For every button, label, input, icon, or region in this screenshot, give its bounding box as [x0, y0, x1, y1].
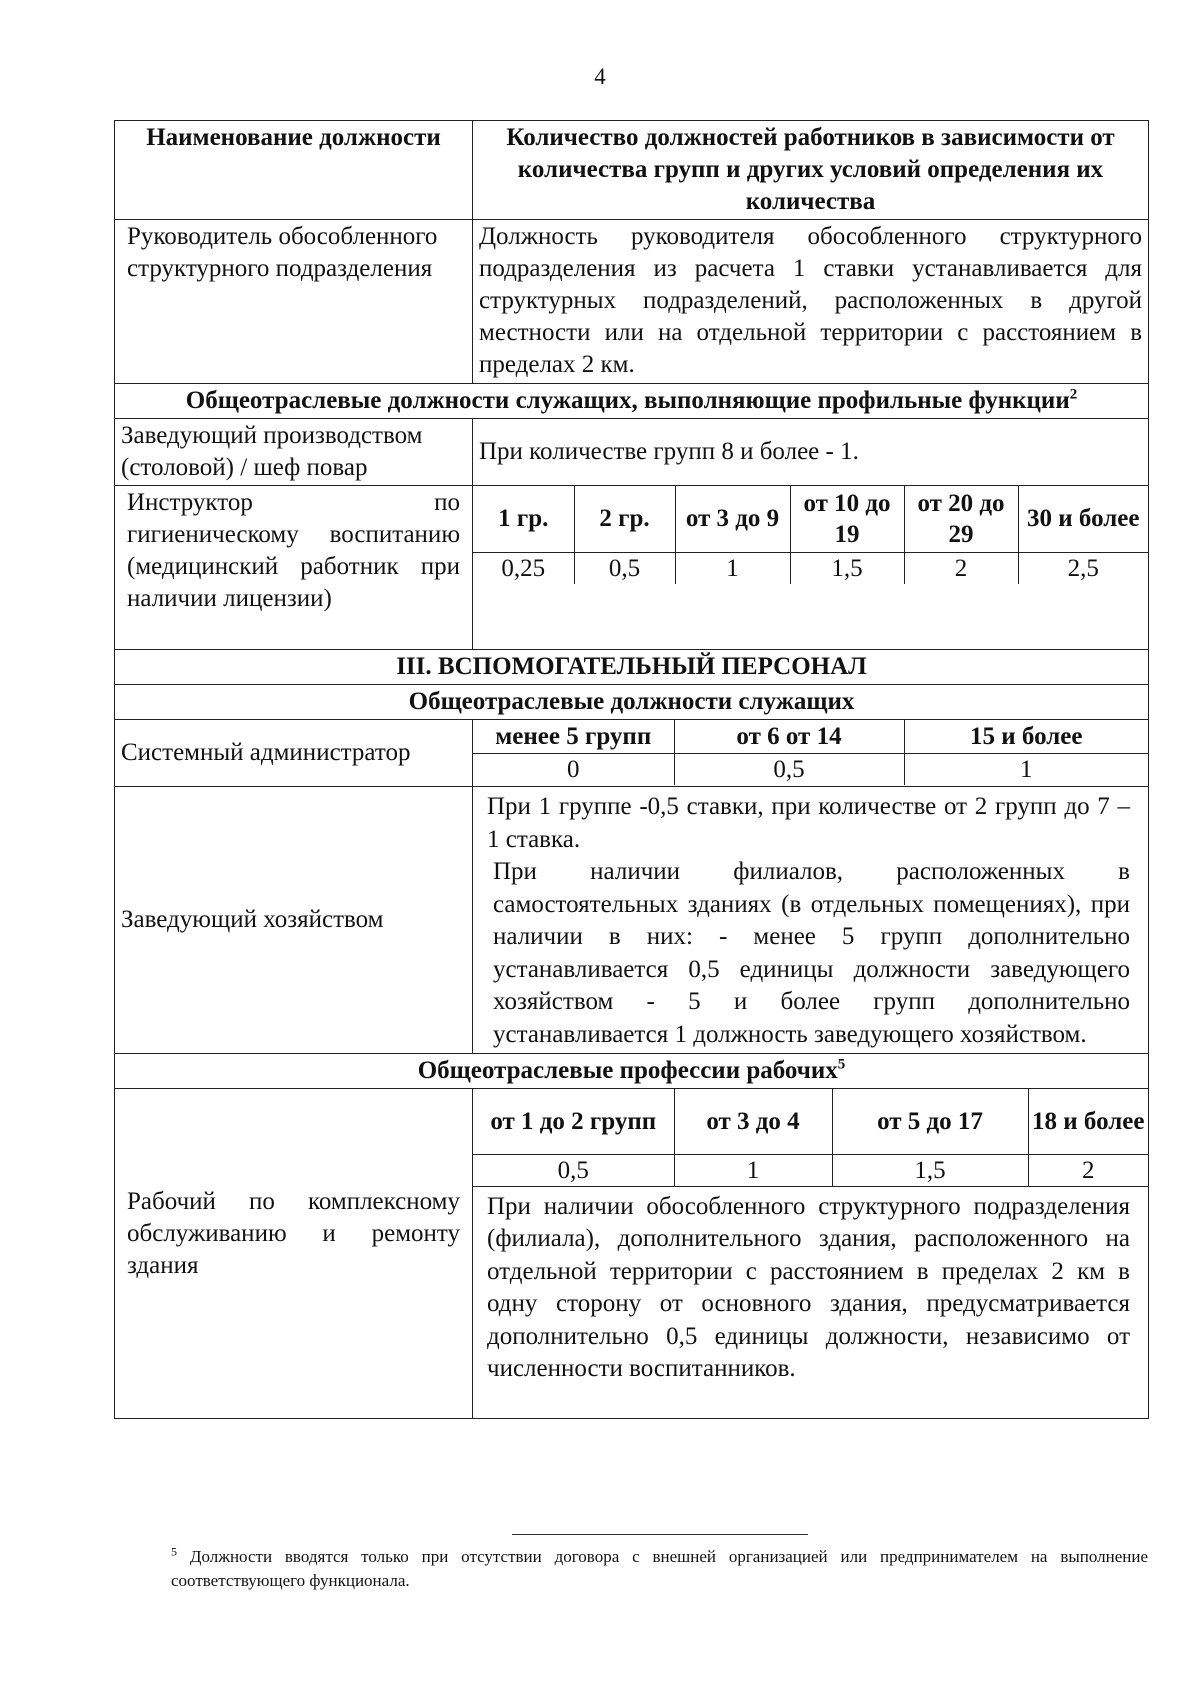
- group-matrix: [473, 486, 1148, 584]
- position-cell: Заведующий хозяйством: [115, 787, 473, 1054]
- matrix-value: 2: [1028, 1154, 1148, 1186]
- footnote-separator: [512, 1534, 808, 1535]
- quantity-cell: [473, 787, 1149, 1054]
- group-matrix-cell: [473, 486, 1149, 650]
- table-row: [115, 486, 1149, 650]
- matrix-header: 1 гр.: [473, 486, 574, 552]
- matrix-value: 0,5: [674, 753, 904, 785]
- matrix-header: 2 гр.: [574, 486, 675, 552]
- matrix-value-row: [473, 552, 1148, 584]
- matrix-header: менее 5 групп: [473, 720, 674, 753]
- matrix-header: от 10 до 19: [790, 486, 904, 552]
- table-row: [115, 220, 1149, 384]
- paragraph: При 1 группе -0,5 ставки, при количестве от 2 групп до 7 – 1 ставка.: [487, 793, 1130, 853]
- position-cell: Заведующий производством (столовой) / шеф повар: [115, 419, 473, 486]
- matrix-value: 1: [674, 1154, 832, 1186]
- table-row: [115, 419, 1149, 486]
- matrix-value: 0: [473, 753, 674, 785]
- matrix-header-row: [473, 720, 1148, 753]
- header-quantity: Количество должностей работников в зависимости от количества групп и других условий определения их количества: [473, 121, 1149, 220]
- footnote-ref: 5: [837, 1056, 846, 1073]
- matrix-value-row: [473, 753, 1148, 785]
- matrix-header: от 20 до 29: [904, 486, 1018, 552]
- matrix-value: 0,25: [473, 552, 574, 584]
- matrix-header: от 1 до 2 групп: [473, 1089, 674, 1154]
- footnote-number: 5: [171, 1544, 177, 1559]
- matrix-header: от 3 до 4: [674, 1089, 832, 1154]
- matrix-header-row: [473, 486, 1148, 552]
- matrix-header: от 3 до 9: [675, 486, 790, 552]
- matrix-value: 2: [904, 552, 1018, 584]
- matrix-header: 18 и более: [1028, 1089, 1148, 1154]
- section-title-general: Общеотраслевые должности служащих: [115, 685, 1149, 720]
- staffing-table: [114, 120, 1149, 1419]
- matrix-value: 1,5: [790, 552, 904, 584]
- table-header-row: [115, 121, 1149, 220]
- quantity-cell: Должность руководителя обособленного структурного подразделения из расчета 1 ставки устанавливается для структурных подразделений, расположенных в другой местности или на отдельной территории с расстоянием в пределах 2 км.: [473, 220, 1149, 384]
- section-row: [115, 384, 1149, 419]
- quantity-note: При наличии обособленного структурного подразделения (филиала), дополнительного здания, расположенного на отдельной территории с расстоянием в пределах 2 км в одну сторону от основного здания, предусматривается дополнительно 0,5 единицы должности, независимо от численности воспитанников.: [473, 1186, 1148, 1388]
- group-matrix-cell: [473, 720, 1149, 787]
- section-title-profile: Общеотраслевые должности служащих, выполняющие профильные функции$^2$: [115, 384, 1149, 419]
- position-cell: Системный администратор: [115, 720, 473, 787]
- footnote: [171, 1545, 1148, 1593]
- group-matrix: [473, 720, 1148, 785]
- matrix-value: 1: [675, 552, 790, 584]
- matrix-value: 2,5: [1018, 552, 1148, 584]
- section-title-workers: Общеотраслевые профессии рабочих$^5$: [115, 1054, 1149, 1089]
- matrix-header: от 6 от 14: [674, 720, 904, 753]
- matrix-note-row: [473, 1186, 1148, 1388]
- section-row: [115, 685, 1149, 720]
- table-row: [115, 787, 1149, 1054]
- paragraph: При наличии филиалов, расположенных в самостоятельных зданиях (в отдельных помещениях), при наличии в них: - менее 5 групп дополнительно устанавливается 0,5 единицы должности заведующего хозяйством - 5 и более групп дополнительно устанавливается 1 должность заведующего хозяйством.: [493, 858, 1130, 1048]
- footnote-text: Должности вводятся только при отсутствии договора с внешней организацией или предпринимателем на выполнение соответствующего функционала.: [171, 1547, 1149, 1590]
- page-number: 4: [594, 64, 606, 89]
- footnote-ref: 2: [1069, 386, 1078, 403]
- table-row: [115, 720, 1149, 787]
- matrix-header: от 5 до 17: [832, 1089, 1028, 1154]
- matrix-header-row: [473, 1089, 1148, 1154]
- matrix-header: 15 и более: [904, 720, 1148, 753]
- table-row: [115, 1089, 1149, 1419]
- group-matrix: [473, 1089, 1148, 1388]
- matrix-value: 0,5: [574, 552, 675, 584]
- matrix-value: 0,5: [473, 1154, 674, 1186]
- section-row: [115, 1054, 1149, 1089]
- position-cell: Инструктор по гигиеническому воспитанию (медицинский работник при наличии лицензии): [115, 486, 473, 650]
- group-matrix-cell: [473, 1089, 1149, 1419]
- section-title-aux: III. ВСПОМОГАТЕЛЬНЫЙ ПЕРСОНАЛ: [115, 650, 1149, 685]
- matrix-value-row: [473, 1154, 1148, 1186]
- position-cell: Руководитель обособленного структурного подразделения: [115, 220, 473, 384]
- matrix-value: 1: [904, 753, 1148, 785]
- matrix-header: 30 и более: [1018, 486, 1148, 552]
- header-position: Наименование должности: [115, 121, 473, 220]
- matrix-value: 1,5: [832, 1154, 1028, 1186]
- section-row: [115, 650, 1149, 685]
- position-cell: Рабочий по комплексному обслуживанию и ремонту здания: [115, 1089, 473, 1419]
- quantity-cell: При количестве групп 8 и более - 1.: [473, 419, 1149, 486]
